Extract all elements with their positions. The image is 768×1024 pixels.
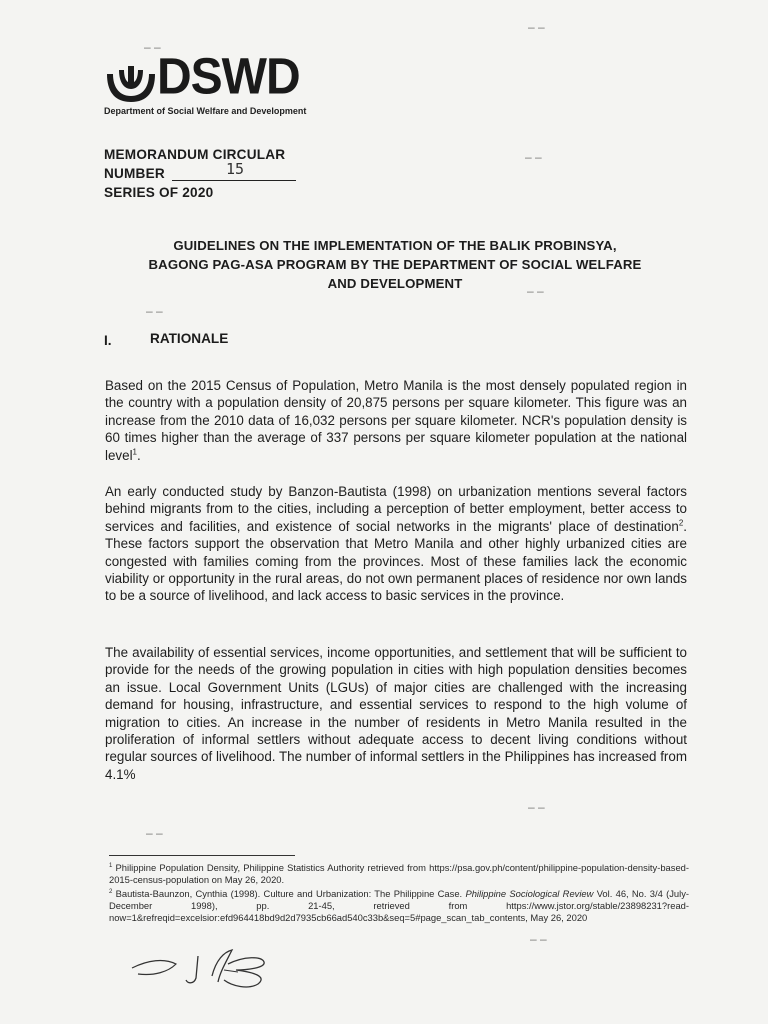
number-underline: [172, 179, 296, 181]
footnote-ref-1: 1: [132, 447, 137, 457]
footnote-2-number: 2: [109, 888, 113, 895]
footnote-1: [109, 862, 689, 886]
dswd-logo-icon: [105, 62, 157, 108]
scan-mark: – –: [528, 800, 545, 814]
memo-series: SERIES OF 2020: [104, 185, 214, 200]
logo-wordmark: DSWD: [157, 48, 300, 105]
footnote-1-text: Philippine Population Density, Philippine Statistics Authority retrieved from https://psa.gov.ph/content/philippine-population-density-based-2015-census-population on May 26, 2020.: [109, 862, 689, 886]
scan-mark: – –: [528, 20, 545, 34]
paragraph-2: [105, 483, 687, 605]
footnote-rule: [109, 855, 295, 856]
paragraph-3: [105, 644, 687, 783]
scan-mark: – –: [146, 826, 163, 840]
section-number: I.: [104, 333, 112, 348]
initials-signature: [128, 938, 278, 992]
paragraph-3-text: The availability of essential services, income opportunities, and settlement that will be sufficient to provide for the needs of the growing population in cities with high population densities becomes an issue. Local Government Units (LGUs) of major cities are challenged with the increasing demand for housing, infrastructure, and essential services to respond to the high volume of migration to cities. An increase in the number of residents in Metro Manila resulted in the proliferation of informal settlers without adequate access to decent living conditions without regular sources of livelihood. The number of informal settlers in the Philippines has increased from 4.1%: [105, 645, 687, 782]
scan-mark: – –: [144, 40, 161, 54]
paragraph-2-text-b: . These factors support the observation that Metro Manila and other highly urbanized cities are congested with families coming from the provinces. Most of these families lack the economic viability or opportunity in the rural areas, do not own permanent places of residence nor own lands to be a source of livelihood, and lack access to basic services in the province.: [105, 518, 687, 604]
paragraph-1: [105, 377, 687, 464]
paragraph-1-end: .: [137, 447, 141, 463]
scan-mark: – –: [527, 284, 544, 298]
title-line-1: GUIDELINES ON THE IMPLEMENTATION OF THE BALIK PROBINSYA,: [173, 238, 617, 253]
title-line-3: AND DEVELOPMENT: [327, 276, 463, 291]
memo-type: MEMORANDUM CIRCULAR: [104, 147, 286, 162]
scan-mark: – –: [146, 304, 163, 318]
memo-number-value: 15: [226, 160, 245, 178]
footnote-2-text-a: Bautista-Baunzon, Cynthia (1998). Culture and Urbanization: The Philippine Case.: [112, 888, 466, 899]
memo-number-label: NUMBER: [104, 166, 165, 181]
document-title: [100, 236, 690, 293]
section-title: RATIONALE: [150, 331, 229, 346]
paragraph-2-text-a: An early conducted study by Banzon-Bautista (1998) on urbanization mentions several factors behind migrants from to the cities, including a perception of better employment, better access to services and facilities, and existence of social networks in the migrants' place of destination: [105, 484, 687, 534]
title-line-2: BAGONG PAG-ASA PROGRAM BY THE DEPARTMENT OF SOCIAL WELFARE: [148, 257, 642, 272]
footnote-ref-2: 2: [678, 518, 684, 528]
scan-mark: – –: [530, 932, 547, 946]
paragraph-1-text: Based on the 2015 Census of Population, Metro Manila is the most densely populated region in the country with a population density of 20,875 persons per square kilometer. This figure was an increase from the 2010 data of 16,032 persons per square kilometer. NCR's population density is 60 times higher than the average of 337 persons per square kilometer population at the national level: [105, 378, 687, 463]
scan-mark: – –: [525, 150, 542, 164]
footnote-1-number: 1: [109, 862, 113, 869]
logo-subtitle: Department of Social Welfare and Development: [104, 106, 307, 116]
footnote-2-journal: Philippine Sociological Review: [465, 888, 594, 899]
footnote-2: [109, 888, 689, 925]
footnote-2-text-b: Vol. 46, No. 3/4 (July-December 1998), pp. 21-45, retrieved from https://www.jstor.org/stable/23898231?read-now=1&refreqid=excelsior:efd964418bd9d2d7935cb66ad540c33b&seq=5#page_scan_tab_contents, May 26, 2020: [109, 888, 690, 924]
